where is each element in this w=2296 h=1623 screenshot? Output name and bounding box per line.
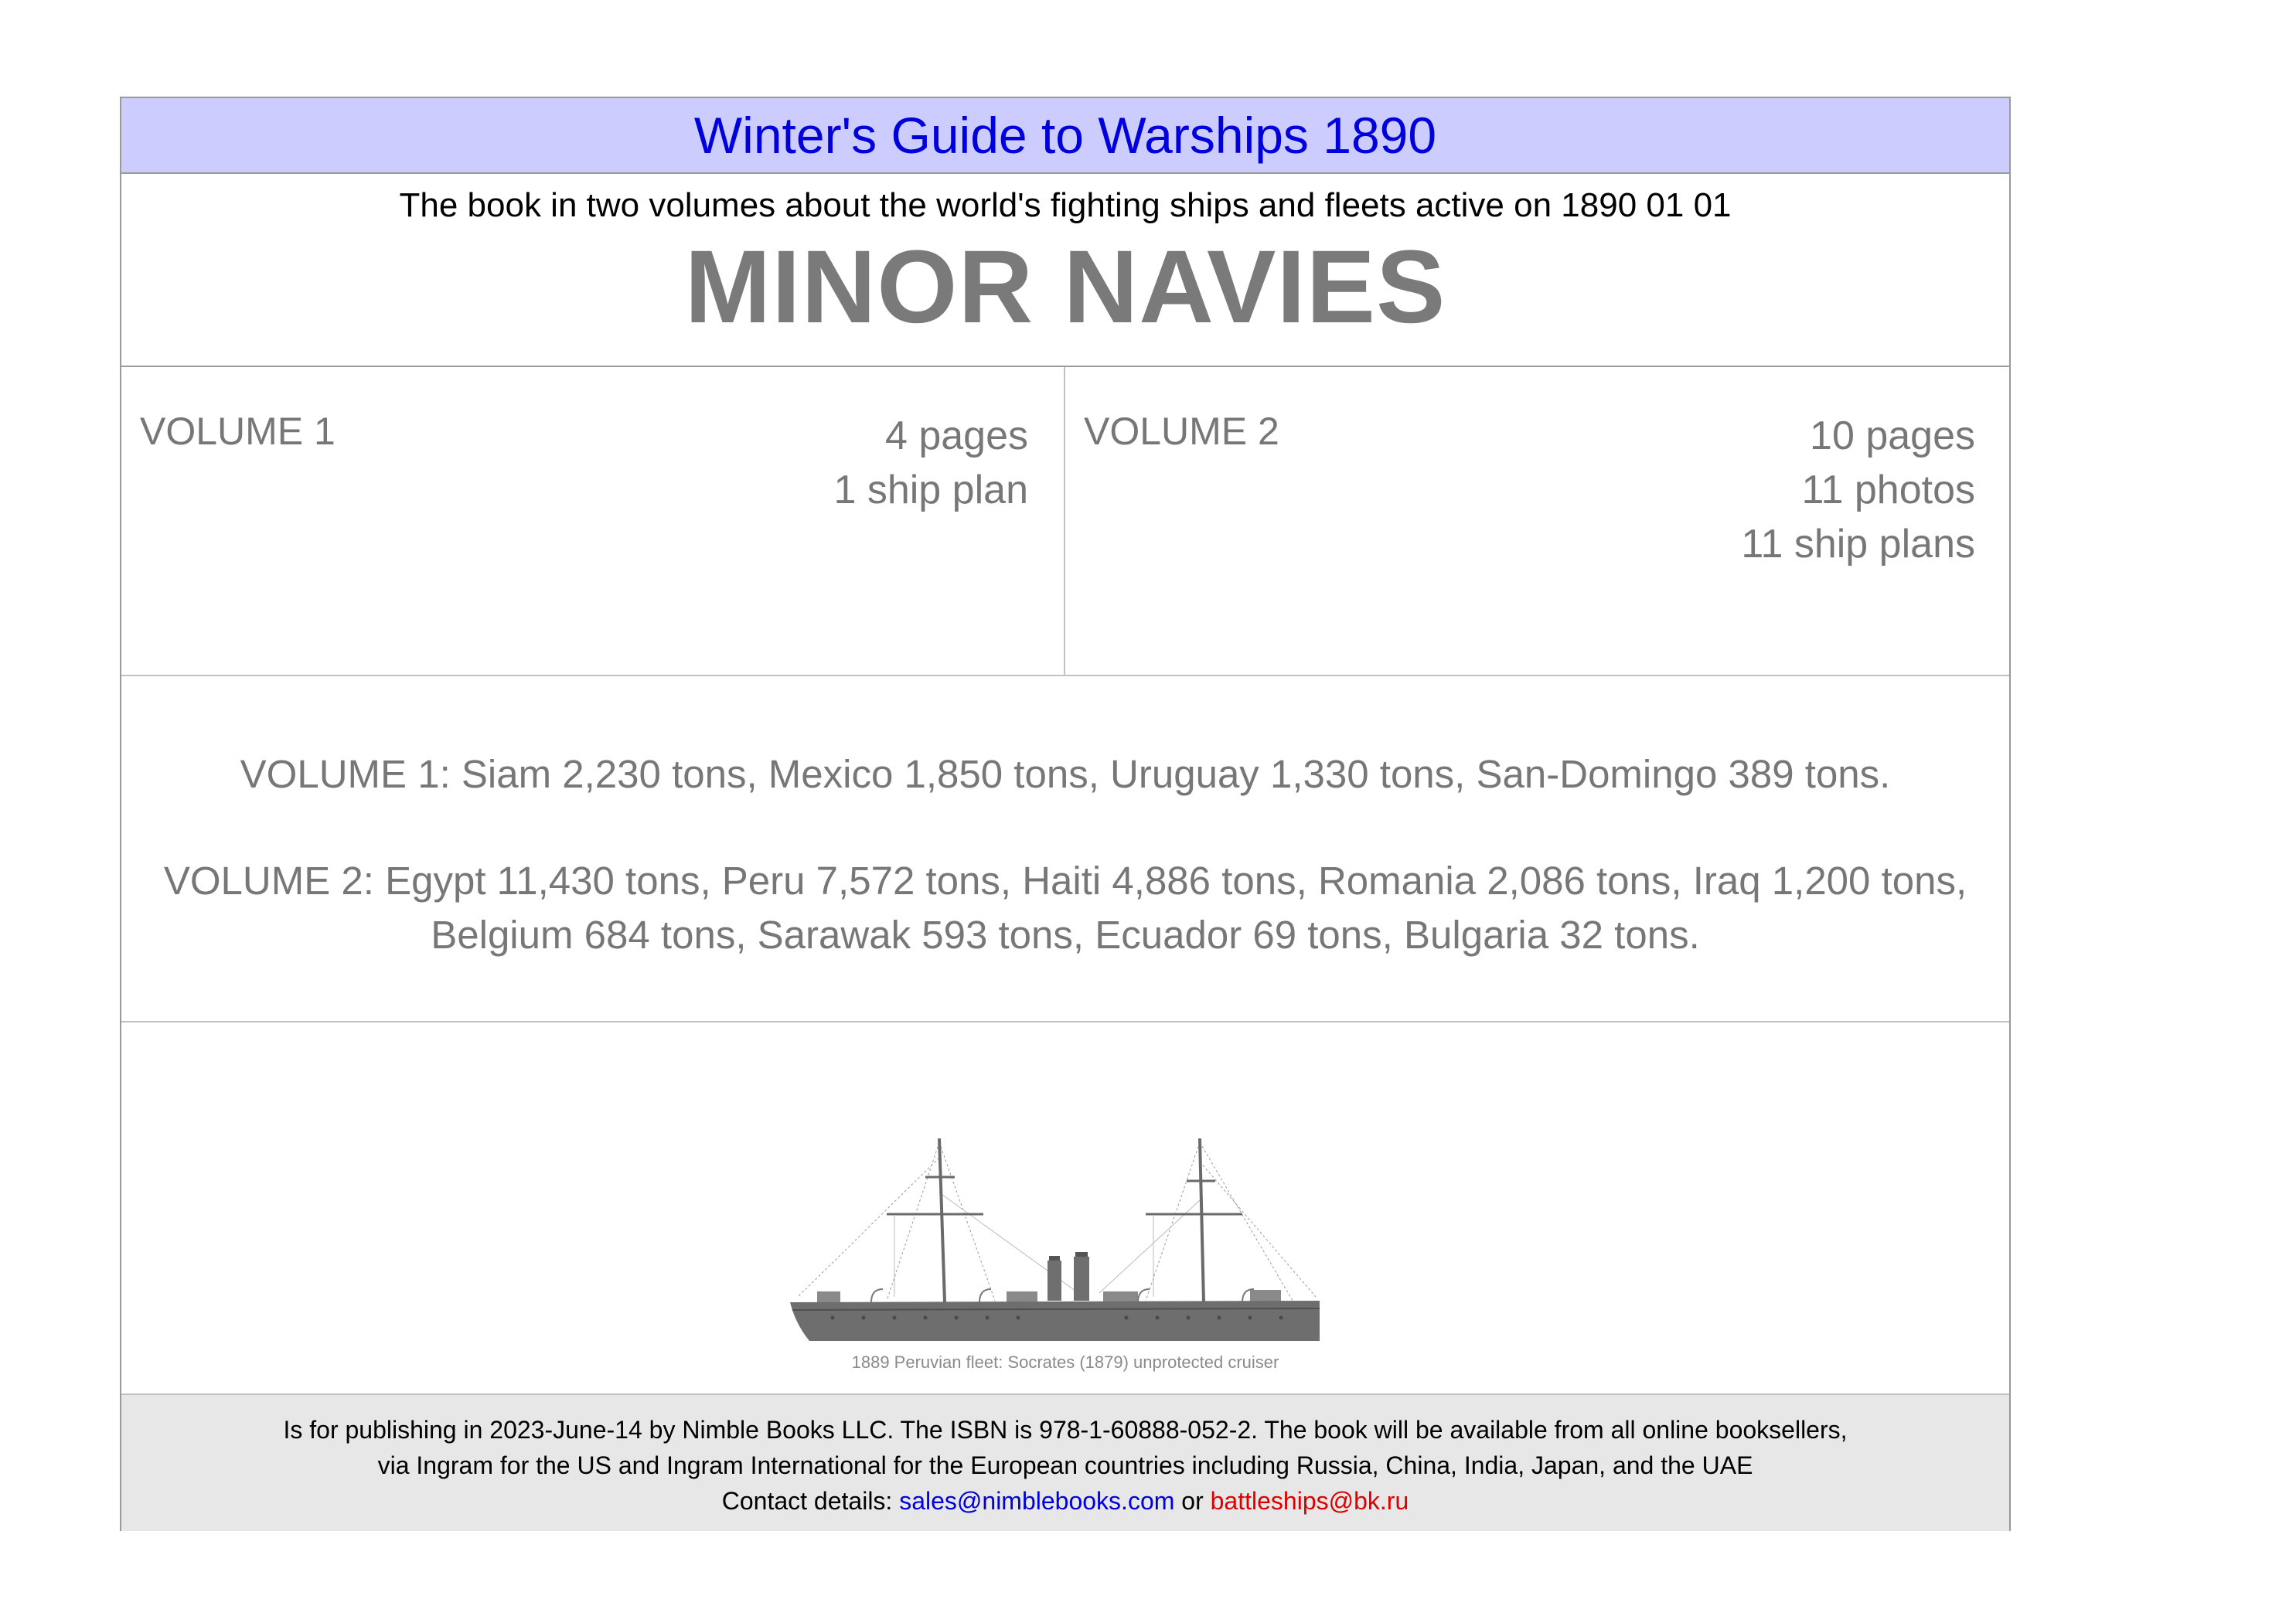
contact-or: or — [1174, 1487, 1211, 1515]
volume-2-photos: 11 photos — [1801, 468, 1975, 512]
book-flyer — [120, 97, 2011, 1531]
volume-2-stats — [1741, 409, 1975, 571]
sales-email-link[interactable]: sales@nimblebooks.com — [899, 1487, 1175, 1515]
illustration-caption: 1889 Peruvian fleet: Socrates (1879) unprotected cruiser — [851, 1352, 1279, 1372]
ship-profile-drawing — [786, 1138, 1320, 1343]
volume-2-label: VOLUME 2 — [1084, 410, 1279, 453]
volume-2-pages: 10 pages — [1810, 413, 1975, 458]
title-bar — [121, 98, 2009, 174]
volume-2-ship-plans: 11 ship plans — [1741, 522, 1975, 567]
volume-1-label: VOLUME 1 — [140, 410, 336, 453]
heading-section — [121, 174, 2009, 367]
publishing-info-line-2: via Ingram for the US and Ingram International for the European countries including Russia, China, India, Japan, and the UAE — [377, 1451, 1753, 1479]
volume-1-cell — [121, 367, 1065, 675]
publishing-footer — [121, 1393, 2009, 1531]
volume-1-contents: VOLUME 1: Siam 2,230 tons, Mexico 1,850 tons, Uruguay 1,330 tons, San-Domingo 389 tons. — [240, 752, 1891, 796]
illustration-section — [121, 1022, 2009, 1393]
volume-1-ship-plans: 1 ship plan — [833, 468, 1028, 512]
book-main-title: MINOR NAVIES — [684, 230, 1446, 345]
author-email-link[interactable]: battleships@bk.ru — [1210, 1487, 1409, 1515]
contact-prefix: Contact details: — [721, 1487, 900, 1515]
book-subtitle: The book in two volumes about the world's fighting ships and fleets active on 1890 01 01 — [399, 186, 1732, 224]
publishing-info-line-1: Is for publishing in 2023-June-14 by Nimble Books LLC. The ISBN is 978-1-60888-052-2. The book will be available from all online booksellers, — [283, 1416, 1848, 1444]
volumes-section — [121, 367, 2009, 676]
contents-section — [121, 676, 2009, 1022]
contact-details — [121, 1483, 2009, 1519]
volume-2-contents: VOLUME 2: Egypt 11,430 tons, Peru 7,572 tons, Haiti 4,886 tons, Romania 2,086 tons, Iraq 1,200 tons, Belgium 684 tons, Sarawak 593 tons, Ecuador 69 tons, Bulgaria 32 tons. — [163, 859, 1967, 957]
series-title: Winter's Guide to Warships 1890 — [693, 107, 1437, 164]
volume-2-cell — [1065, 367, 2011, 675]
volume-1-pages: 4 pages — [884, 413, 1028, 458]
volume-1-stats — [833, 409, 1028, 517]
